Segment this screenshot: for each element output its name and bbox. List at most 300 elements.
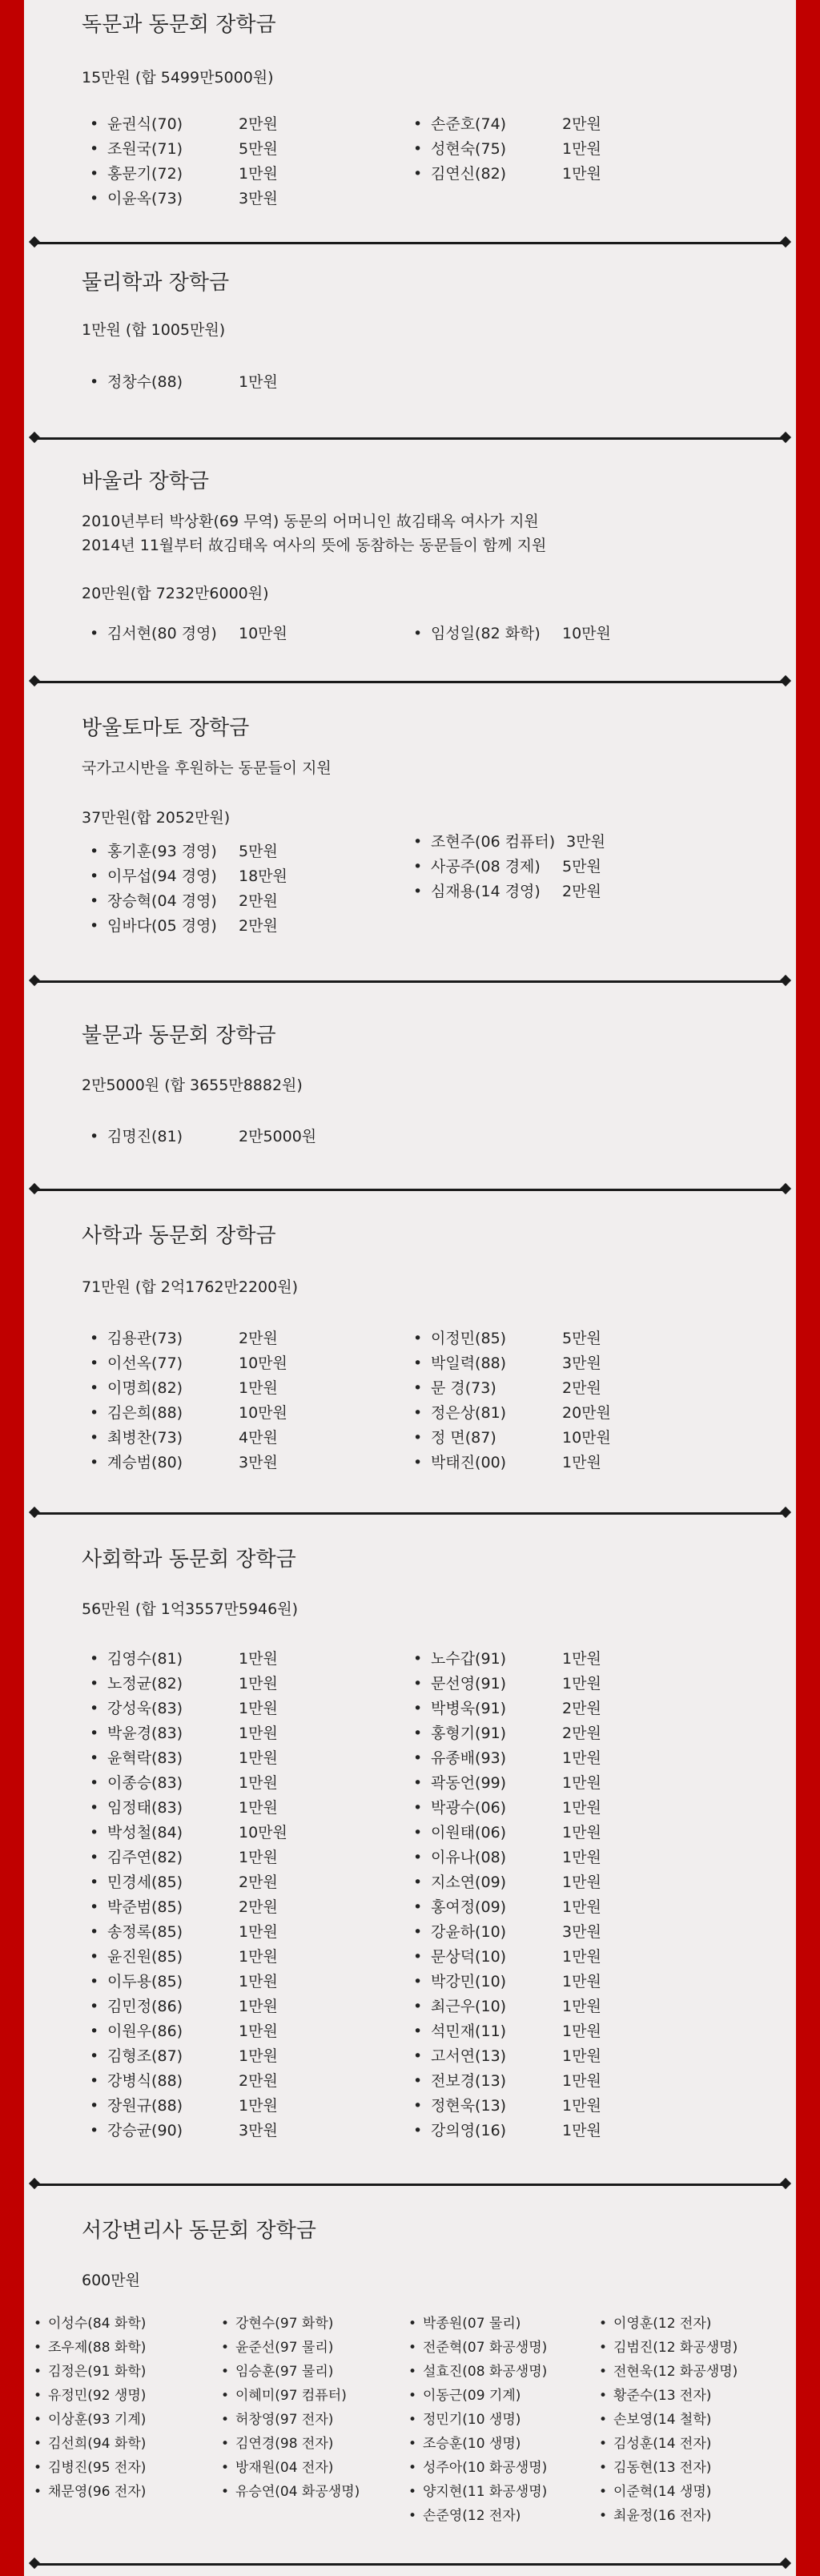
donation-amount: 1만원 xyxy=(239,1849,278,1866)
list-item xyxy=(34,2432,146,2452)
list-item xyxy=(413,1870,601,1892)
donor-name: 김형조(87) xyxy=(107,2047,183,2065)
bullet-icon: • xyxy=(90,373,99,391)
bullet-icon: • xyxy=(408,2484,417,2500)
section-text: 71만원 (합 2억1762만2200원) xyxy=(82,1278,299,1296)
bullet-icon: • xyxy=(413,165,423,183)
bullet-icon: • xyxy=(413,1973,423,1990)
bullet-icon: • xyxy=(90,2097,99,2115)
donor-name: 성현숙(75) xyxy=(431,140,507,158)
bullet-icon: • xyxy=(90,1749,99,1767)
bullet-icon: • xyxy=(90,625,99,642)
donation-amount: 1만원 xyxy=(239,1998,278,2015)
donor-name: 이영훈(12 전자) xyxy=(613,2316,712,2332)
section-divider xyxy=(35,437,785,440)
list-item xyxy=(413,2069,601,2091)
section-divider xyxy=(35,2563,785,2566)
donation-amount: 1만원 xyxy=(562,1650,601,1668)
list-item xyxy=(413,1970,601,1991)
bullet-icon: • xyxy=(413,1429,423,1447)
bullet-icon: • xyxy=(599,2316,608,2332)
bullet-icon: • xyxy=(90,917,99,935)
section-text: 2만5000원 (합 3655만8882원) xyxy=(82,1077,303,1094)
list-item xyxy=(90,1721,278,1743)
donation-amount: 1만원 xyxy=(562,2023,601,2040)
bullet-icon: • xyxy=(90,1774,99,1792)
list-item xyxy=(413,855,601,876)
list-item xyxy=(221,2312,333,2332)
list-item xyxy=(90,839,278,861)
section-title: 사회학과 동문회 장학금 xyxy=(82,1548,296,1572)
list-item xyxy=(90,2094,278,2115)
donor-name: 방재원(04 전자) xyxy=(235,2460,334,2476)
bullet-icon: • xyxy=(408,2364,417,2380)
donation-amount: 2만원 xyxy=(239,115,278,133)
donation-amount: 1만원 xyxy=(562,1898,601,1916)
donor-name: 김동현(13 전자) xyxy=(613,2460,712,2476)
list-item xyxy=(90,1326,278,1348)
donor-name: 김용관(73) xyxy=(107,1330,183,1347)
bullet-icon: • xyxy=(413,883,423,900)
bullet-icon: • xyxy=(408,2460,417,2476)
donor-name: 이원우(86) xyxy=(107,2023,183,2040)
bullet-icon: • xyxy=(413,1725,423,1742)
donor-name: 조원국(71) xyxy=(107,140,183,158)
bullet-icon: • xyxy=(413,1354,423,1372)
bullet-icon: • xyxy=(34,2316,42,2332)
donation-amount: 2만원 xyxy=(239,2072,278,2090)
list-item xyxy=(413,622,611,643)
section-divider xyxy=(35,242,785,244)
bullet-icon: • xyxy=(90,165,99,183)
donor-name: 민경세(85) xyxy=(107,1874,183,1891)
donor-name: 조승훈(10 생명) xyxy=(423,2436,521,2452)
bullet-icon: • xyxy=(599,2364,608,2380)
donation-amount: 1만원 xyxy=(239,2097,278,2115)
donor-name: 이동근(09 기계) xyxy=(423,2388,521,2404)
donor-name: 김선희(94 화학) xyxy=(48,2436,147,2452)
bullet-icon: • xyxy=(34,2364,42,2380)
donor-name: 김주연(82) xyxy=(107,1849,183,1866)
donor-name: 장승혁(04 경영) xyxy=(107,892,217,910)
diamond-icon xyxy=(29,675,40,686)
donation-amount: 1만원 xyxy=(239,1675,278,1693)
donor-name: 전현욱(12 화공생명) xyxy=(613,2364,738,2380)
list-item xyxy=(90,622,287,643)
donor-name: 정현욱(13) xyxy=(431,2097,507,2115)
donation-amount: 1만원 xyxy=(239,1799,278,1817)
donor-name: 홍문기(72) xyxy=(107,165,183,183)
bullet-icon: • xyxy=(90,1404,99,1422)
bullet-icon: • xyxy=(413,1675,423,1693)
bullet-icon: • xyxy=(599,2460,608,2476)
list-item xyxy=(599,2384,711,2404)
bullet-icon: • xyxy=(90,1330,99,1347)
list-item xyxy=(413,1895,601,1917)
donation-amount: 1만원 xyxy=(239,1749,278,1767)
bullet-icon: • xyxy=(221,2316,230,2332)
donor-name: 박종원(07 물리) xyxy=(423,2316,521,2332)
donation-amount: 1만원 xyxy=(562,2122,601,2139)
donor-name: 이상훈(93 기계) xyxy=(48,2412,147,2428)
list-item xyxy=(34,2384,146,2404)
bullet-icon: • xyxy=(221,2484,230,2500)
donor-name: 이선옥(77) xyxy=(107,1354,183,1372)
donor-name: 최근우(10) xyxy=(431,1998,507,2015)
list-item xyxy=(413,1697,601,1718)
donor-name: 임승훈(97 물리) xyxy=(235,2364,334,2380)
bullet-icon: • xyxy=(413,1330,423,1347)
donor-name: 석민재(11) xyxy=(431,2023,507,2040)
bullet-icon: • xyxy=(599,2340,608,2356)
list-item xyxy=(90,914,278,936)
list-item xyxy=(221,2456,333,2476)
list-item xyxy=(90,864,287,886)
bullet-icon: • xyxy=(90,867,99,885)
list-item xyxy=(408,2456,547,2476)
donation-amount: 2만5000원 xyxy=(239,1128,317,1145)
donation-amount: 1만원 xyxy=(239,2023,278,2040)
list-item xyxy=(90,1351,287,1373)
donor-name: 유승연(04 화공생명) xyxy=(235,2484,360,2500)
donor-name: 고서연(13) xyxy=(431,2047,507,2065)
donor-name: 임정태(83) xyxy=(107,1799,183,1817)
bullet-icon: • xyxy=(599,2484,608,2500)
donor-name: 임성일(82 화학) xyxy=(431,625,541,642)
list-item xyxy=(90,1451,278,1472)
diamond-icon xyxy=(29,975,40,986)
donor-name: 이종승(83) xyxy=(107,1774,183,1792)
section-divider xyxy=(35,980,785,983)
donation-amount: 2만원 xyxy=(239,917,278,935)
list-item xyxy=(413,879,601,901)
bullet-icon: • xyxy=(413,1923,423,1941)
donation-amount: 1만원 xyxy=(239,1725,278,1742)
list-item xyxy=(90,137,278,159)
donor-name: 설효진(08 화공생명) xyxy=(423,2364,548,2380)
list-item xyxy=(34,2360,146,2380)
section-title: 독문과 동문회 장학금 xyxy=(82,13,276,37)
diamond-icon xyxy=(780,975,791,986)
bullet-icon: • xyxy=(90,1725,99,1742)
list-item xyxy=(413,1771,601,1793)
list-item xyxy=(413,1326,601,1348)
list-item xyxy=(90,1771,278,1793)
donor-name: 강성욱(83) xyxy=(107,1700,183,1717)
list-item xyxy=(90,370,278,392)
donation-amount: 1만원 xyxy=(562,1998,601,2015)
diamond-icon xyxy=(780,1183,791,1194)
list-item xyxy=(413,1376,601,1398)
donor-name: 박태진(00) xyxy=(431,1454,507,1471)
donor-name: 노정균(82) xyxy=(107,1675,183,1693)
list-item xyxy=(599,2480,711,2500)
donation-amount: 1만원 xyxy=(562,1774,601,1792)
list-item xyxy=(90,1426,278,1447)
donation-amount: 1만원 xyxy=(562,165,601,183)
bullet-icon: • xyxy=(413,2047,423,2065)
donor-name: 홍형기(91) xyxy=(431,1725,507,1742)
donor-name: 문선영(91) xyxy=(431,1675,507,1693)
bullet-icon: • xyxy=(90,1824,99,1841)
bullet-icon: • xyxy=(90,1379,99,1397)
donation-amount: 4만원 xyxy=(239,1429,278,1447)
donor-name: 노수갑(91) xyxy=(431,1650,507,1668)
donation-amount: 1만원 xyxy=(562,1874,601,1891)
list-item xyxy=(34,2456,146,2476)
list-item xyxy=(90,1697,278,1718)
donor-name: 김범진(12 화공생명) xyxy=(613,2340,738,2356)
section-divider xyxy=(35,1512,785,1515)
list-item xyxy=(599,2504,711,2524)
donor-name: 이원태(06) xyxy=(431,1824,507,1841)
list-item xyxy=(221,2360,333,2380)
bullet-icon: • xyxy=(90,1700,99,1717)
list-item xyxy=(413,1451,601,1472)
bullet-icon: • xyxy=(90,1128,99,1145)
list-item xyxy=(408,2432,521,2452)
donor-name: 전준혁(07 화공생명) xyxy=(423,2340,548,2356)
section-text: 2010년부터 박상환(69 무역) 동문의 어머니인 故김태옥 여사가 지원 xyxy=(82,513,539,530)
list-item xyxy=(413,1647,601,1668)
diamond-icon xyxy=(29,236,40,248)
donation-amount: 2만원 xyxy=(562,883,601,900)
bullet-icon: • xyxy=(413,1650,423,1668)
donor-name: 박강민(10) xyxy=(431,1973,507,1990)
donation-amount: 2만원 xyxy=(562,1700,601,1717)
section-title: 사학과 동문회 장학금 xyxy=(82,1224,276,1248)
donation-amount: 1만원 xyxy=(562,1749,601,1767)
donation-amount: 1만원 xyxy=(239,1379,278,1397)
donation-amount: 1만원 xyxy=(239,1923,278,1941)
diamond-icon xyxy=(780,2558,791,2569)
list-item xyxy=(90,112,278,134)
list-item xyxy=(34,2480,146,2500)
list-item xyxy=(90,187,278,208)
bullet-icon: • xyxy=(413,115,423,133)
donation-amount: 1만원 xyxy=(239,1774,278,1792)
donor-name: 조현주(06 컴퓨터) xyxy=(431,833,556,851)
donation-amount: 2만원 xyxy=(239,892,278,910)
donation-amount: 1만원 xyxy=(562,1824,601,1841)
donor-name: 손준영(12 전자) xyxy=(423,2508,521,2524)
bullet-icon: • xyxy=(413,833,423,851)
donor-name: 조우제(88 화학) xyxy=(48,2340,147,2356)
donor-name: 전보경(13) xyxy=(431,2072,507,2090)
donation-amount: 5만원 xyxy=(562,858,601,875)
list-item xyxy=(90,1647,278,1668)
donor-name: 김정은(91 화학) xyxy=(48,2364,147,2380)
donation-amount: 5만원 xyxy=(239,140,278,158)
list-item xyxy=(413,112,601,134)
bullet-icon: • xyxy=(90,1354,99,1372)
donation-amount: 1만원 xyxy=(239,1973,278,1990)
donor-name: 손보영(14 철학) xyxy=(613,2412,712,2428)
bullet-icon: • xyxy=(90,1874,99,1891)
donor-name: 강현수(97 화학) xyxy=(235,2316,334,2332)
section-title: 물리학과 장학금 xyxy=(82,271,230,295)
list-item xyxy=(221,2432,333,2452)
donor-name: 김영수(81) xyxy=(107,1650,183,1668)
diamond-icon xyxy=(780,675,791,686)
donation-amount: 10만원 xyxy=(239,625,287,642)
list-item xyxy=(413,1994,601,2016)
diamond-icon xyxy=(780,432,791,443)
bullet-icon: • xyxy=(413,1874,423,1891)
bullet-icon: • xyxy=(90,1675,99,1693)
donor-name: 김은희(88) xyxy=(107,1404,183,1422)
bullet-icon: • xyxy=(413,1404,423,1422)
list-item xyxy=(413,1945,601,1966)
list-item xyxy=(90,162,278,183)
donation-amount: 1만원 xyxy=(562,1675,601,1693)
list-item xyxy=(413,1672,601,1693)
bullet-icon: • xyxy=(599,2508,608,2524)
donor-name: 박병욱(91) xyxy=(431,1700,507,1717)
donor-name: 이명희(82) xyxy=(107,1379,183,1397)
list-item xyxy=(413,1721,601,1743)
donor-name: 윤혁락(83) xyxy=(107,1749,183,1767)
bullet-icon: • xyxy=(221,2364,230,2380)
list-item xyxy=(90,1125,316,1146)
donor-name: 김민정(86) xyxy=(107,1998,183,2015)
list-item xyxy=(413,2094,601,2115)
bullet-icon: • xyxy=(221,2436,230,2452)
section-title: 불문과 동문회 장학금 xyxy=(82,1024,276,1048)
donation-amount: 3만원 xyxy=(566,833,605,851)
donor-name: 윤준선(97 물리) xyxy=(235,2340,334,2356)
donation-amount: 2만원 xyxy=(239,1330,278,1347)
bullet-icon: • xyxy=(90,140,99,158)
section-divider xyxy=(35,2184,785,2186)
diamond-icon xyxy=(29,432,40,443)
bullet-icon: • xyxy=(408,2316,417,2332)
list-item xyxy=(90,1401,287,1423)
bullet-icon: • xyxy=(90,1898,99,1916)
donation-amount: 10만원 xyxy=(562,625,611,642)
list-item xyxy=(413,830,605,851)
section-text: 37만원(합 2052만원) xyxy=(82,809,231,827)
bullet-icon: • xyxy=(413,1898,423,1916)
donor-name: 채문영(96 전자) xyxy=(48,2484,147,2500)
bullet-icon: • xyxy=(34,2412,42,2428)
list-item xyxy=(90,1920,278,1942)
list-item xyxy=(408,2384,521,2404)
content-panel xyxy=(24,0,796,2576)
donor-name: 장원규(88) xyxy=(107,2097,183,2115)
list-item xyxy=(221,2408,333,2428)
list-item xyxy=(413,1351,601,1373)
donation-amount: 10만원 xyxy=(239,1404,287,1422)
bullet-icon: • xyxy=(90,1429,99,1447)
donor-name: 허창영(97 전자) xyxy=(235,2412,334,2428)
bullet-icon: • xyxy=(413,1824,423,1841)
list-item xyxy=(34,2336,146,2356)
donor-name: 황준수(13 전자) xyxy=(613,2388,712,2404)
donation-amount: 1만원 xyxy=(562,1799,601,1817)
donation-amount: 3만원 xyxy=(239,190,278,207)
list-item xyxy=(90,1821,287,1842)
bullet-icon: • xyxy=(599,2388,608,2404)
donor-name: 최윤정(16 전자) xyxy=(613,2508,712,2524)
list-item xyxy=(90,1895,278,1917)
bullet-icon: • xyxy=(90,1973,99,1990)
bullet-icon: • xyxy=(90,843,99,860)
list-item xyxy=(90,2019,278,2041)
bullet-icon: • xyxy=(413,1799,423,1817)
donation-amount: 3만원 xyxy=(239,2122,278,2139)
bullet-icon: • xyxy=(413,1774,423,1792)
bullet-icon: • xyxy=(90,2023,99,2040)
diamond-icon xyxy=(29,2558,40,2569)
list-item xyxy=(413,2119,601,2140)
list-item xyxy=(90,1672,278,1693)
list-item xyxy=(408,2480,547,2500)
donor-name: 계승범(80) xyxy=(107,1454,183,1471)
diamond-icon xyxy=(780,2178,791,2189)
donor-name: 이유나(08) xyxy=(431,1849,507,1866)
list-item xyxy=(413,162,601,183)
list-item xyxy=(413,137,601,159)
list-item xyxy=(413,2019,601,2041)
list-item xyxy=(34,2312,146,2332)
bullet-icon: • xyxy=(413,1948,423,1966)
donation-amount: 1만원 xyxy=(562,140,601,158)
section-text: 20만원(합 7232만6000원) xyxy=(82,585,269,602)
diamond-icon xyxy=(780,1507,791,1518)
list-item xyxy=(599,2312,711,2332)
list-item xyxy=(599,2408,711,2428)
bullet-icon: • xyxy=(221,2340,230,2356)
donor-name: 성주아(10 화공생명) xyxy=(423,2460,548,2476)
bullet-icon: • xyxy=(413,858,423,875)
bullet-icon: • xyxy=(599,2412,608,2428)
donor-name: 이성수(84 화학) xyxy=(48,2316,147,2332)
donor-name: 정창수(88) xyxy=(107,373,183,391)
section-text: 1만원 (합 1005만원) xyxy=(82,321,226,339)
bullet-icon: • xyxy=(34,2436,42,2452)
bullet-icon: • xyxy=(90,190,99,207)
donation-amount: 1만원 xyxy=(562,1948,601,1966)
diamond-icon xyxy=(29,2178,40,2189)
bullet-icon: • xyxy=(413,1700,423,1717)
donor-name: 이혜미(97 컴퓨터) xyxy=(235,2388,347,2404)
donor-name: 김연경(98 전자) xyxy=(235,2436,334,2452)
donation-amount: 5만원 xyxy=(562,1330,601,1347)
section-title: 바울라 장학금 xyxy=(82,469,209,493)
donor-name: 강윤하(10) xyxy=(431,1923,507,1941)
bullet-icon: • xyxy=(90,892,99,910)
bullet-icon: • xyxy=(413,2072,423,2090)
section-text: 600만원 xyxy=(82,2272,140,2289)
donation-amount: 10만원 xyxy=(239,1354,287,1372)
bullet-icon: • xyxy=(34,2460,42,2476)
section-text: 56만원 (합 1억3557만5946원) xyxy=(82,1600,299,1618)
donor-name: 정 면(87) xyxy=(431,1429,496,1447)
section-title: 방울토마토 장학금 xyxy=(82,716,250,740)
bullet-icon: • xyxy=(90,2122,99,2139)
bullet-icon: • xyxy=(408,2340,417,2356)
donor-name: 손준호(74) xyxy=(431,115,507,133)
bullet-icon: • xyxy=(221,2412,230,2428)
list-item xyxy=(413,1426,611,1447)
donation-amount: 1만원 xyxy=(562,2097,601,2115)
bullet-icon: • xyxy=(408,2388,417,2404)
bullet-icon: • xyxy=(413,140,423,158)
section-text: 국가고시반을 후원하는 동문들이 지원 xyxy=(82,759,332,777)
section-divider xyxy=(35,681,785,683)
list-item xyxy=(599,2336,738,2356)
